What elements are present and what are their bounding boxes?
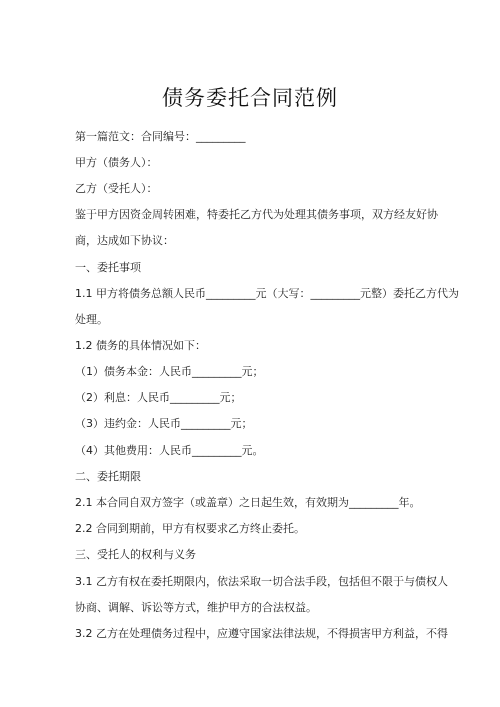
clause-1-1-line-1: 1.1 甲方将债务总额人民币_________元（大写：_________元整）委托乙方代为	[75, 287, 459, 300]
clause-3-1-line-2: 协商、调解、诉讼等方式，维护甲方的合法权益。	[75, 601, 317, 614]
clause-1-1-line-2: 处理。	[75, 313, 108, 326]
clause-1-2: 1.2 债务的具体情况如下：	[75, 339, 206, 352]
preamble-line-1: 鉴于甲方因资金周转困难，特委托乙方代为处理其债务事项，双方经友好协	[75, 208, 438, 221]
section-heading-2: 二、委托期限	[75, 470, 141, 483]
debt-item-penalty: （3）违约金：人民币_________元；	[75, 417, 253, 430]
debt-item-interest: （2）利息：人民币_________元；	[75, 391, 242, 404]
clause-2-2: 2.2 合同到期前，甲方有权要求乙方终止委托。	[75, 522, 305, 535]
document-title: 债务委托合同范例	[162, 86, 338, 110]
section-heading-3: 三、受托人的权利与义务	[75, 548, 196, 561]
contract-number-line: 第一篇范文：合同编号：_________	[75, 130, 246, 143]
clause-3-2-line-1: 3.2 乙方在处理债务过程中，应遵守国家法律法规，不得损害甲方利益，不得	[75, 627, 448, 640]
debt-item-other-fees: （4）其他费用：人民币_________元。	[75, 444, 264, 457]
party-b-line: 乙方（受托人）：	[75, 182, 158, 195]
section-heading-1: 一、委托事项	[75, 261, 141, 274]
debt-item-principal: （1）债务本金：人民币_________元；	[75, 365, 264, 378]
party-a-line: 甲方（债务人）：	[75, 156, 158, 169]
clause-3-1-line-1: 3.1 乙方有权在委托期限内，依法采取一切合法手段，包括但不限于与债权人	[75, 575, 448, 588]
clause-2-1: 2.1 本合同自双方签字（或盖章）之日起生效，有效期为_________年。	[75, 496, 421, 509]
preamble-line-2: 商，达成如下协议：	[75, 234, 174, 247]
